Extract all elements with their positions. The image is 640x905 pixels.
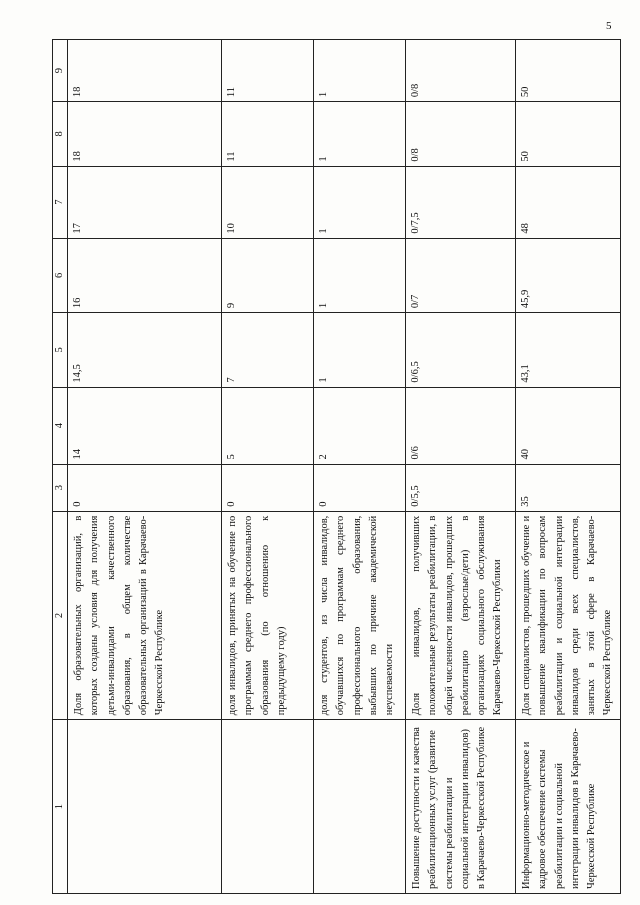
value-cell: 17 [68,166,222,238]
indicator-cell: Доля специалистов, прошедших обучение и повышение квалификации по вопросам реабилитации и социальной интеграции инвалидов среди всех специалистов, занятых в этой сфере в Карачаево-Черкесской Республике [516,511,621,720]
header-cell: 8 [53,102,68,167]
value-cell: 50 [516,40,621,102]
value-cell: 7 [222,313,314,387]
value-cell: 1 [314,166,406,238]
value-cell: 14,5 [68,313,222,387]
value-cell: 0/5,5 [406,464,516,511]
group-cell: Повышение доступности и качества реабилитационных услуг (развитие системы реабилитации и социальной интеграции инвалидов) в Карачаево-Черкесской Республике [406,720,516,894]
value-cell: 1 [314,40,406,102]
value-cell: 9 [222,238,314,312]
value-cell: 0/7 [406,238,516,312]
value-cell: 1 [314,238,406,312]
value-cell: 48 [516,166,621,238]
header-cell: 5 [53,313,68,387]
table-row [68,40,222,894]
table-row [222,40,314,894]
header-cell: 3 [53,464,68,511]
value-cell: 0/8 [406,40,516,102]
value-cell: 18 [68,102,222,167]
value-cell: 11 [222,102,314,167]
value-cell: 11 [222,40,314,102]
value-cell: 0/8 [406,102,516,167]
header-cell: 2 [53,511,68,720]
value-cell: 18 [68,40,222,102]
value-cell: 45,9 [516,238,621,312]
value-cell: 35 [516,464,621,511]
header-cell: 4 [53,387,68,464]
value-cell: 43,1 [516,313,621,387]
indicators-table [52,39,621,894]
value-cell: 0 [68,464,222,511]
value-cell: 0/7,5 [406,166,516,238]
table-row [314,40,406,894]
value-cell: 1 [314,102,406,167]
header-row [53,40,68,894]
header-cell: 6 [53,238,68,312]
table-row [406,40,516,894]
value-cell: 2 [314,387,406,464]
table-row [516,40,621,894]
value-cell: 0/6 [406,387,516,464]
value-cell: 10 [222,166,314,238]
group-cell: Информационно-методическое и кадровое обеспечение системы реабилитации и социальной интеграции инвалидов в Карачаево-Черкесской Республике [516,720,621,894]
value-cell: 0 [222,464,314,511]
header-cell: 7 [53,166,68,238]
header-cell: 1 [53,720,68,894]
value-cell: 16 [68,238,222,312]
value-cell: 40 [516,387,621,464]
header-cell: 9 [53,40,68,102]
value-cell: 14 [68,387,222,464]
value-cell: 50 [516,102,621,167]
rotated-table-container [52,39,614,894]
indicator-cell: доля инвалидов, принятых на обучение по программам среднего профессионального образования (по отношению к предыдущему году) [222,511,314,720]
indicator-cell: Доля образовательных организаций, в которых созданы условия для получения детьми-инвалидами качественного образования, в общем количестве образовательных организаций в Карачаево-Черкесской Республике [68,511,222,720]
group-cell [222,720,314,894]
value-cell: 1 [314,313,406,387]
page-number: 5 [606,20,612,32]
indicator-cell: доля студентов, из числа инвалидов, обучавшихся по программам среднего профессионального образования, выбывших по причине академической неуспеваемости [314,511,406,720]
value-cell: 5 [222,387,314,464]
group-cell [68,720,222,894]
value-cell: 0/6,5 [406,313,516,387]
group-cell [314,720,406,894]
indicator-cell: Доля инвалидов, получивших положительные результаты реабилитации, в общей численности инвалидов, прошедших реабилитацию (взрослые/дети) в организациях социального обслуживания Карачаево-Черкесской Республики [406,511,516,720]
value-cell: 0 [314,464,406,511]
